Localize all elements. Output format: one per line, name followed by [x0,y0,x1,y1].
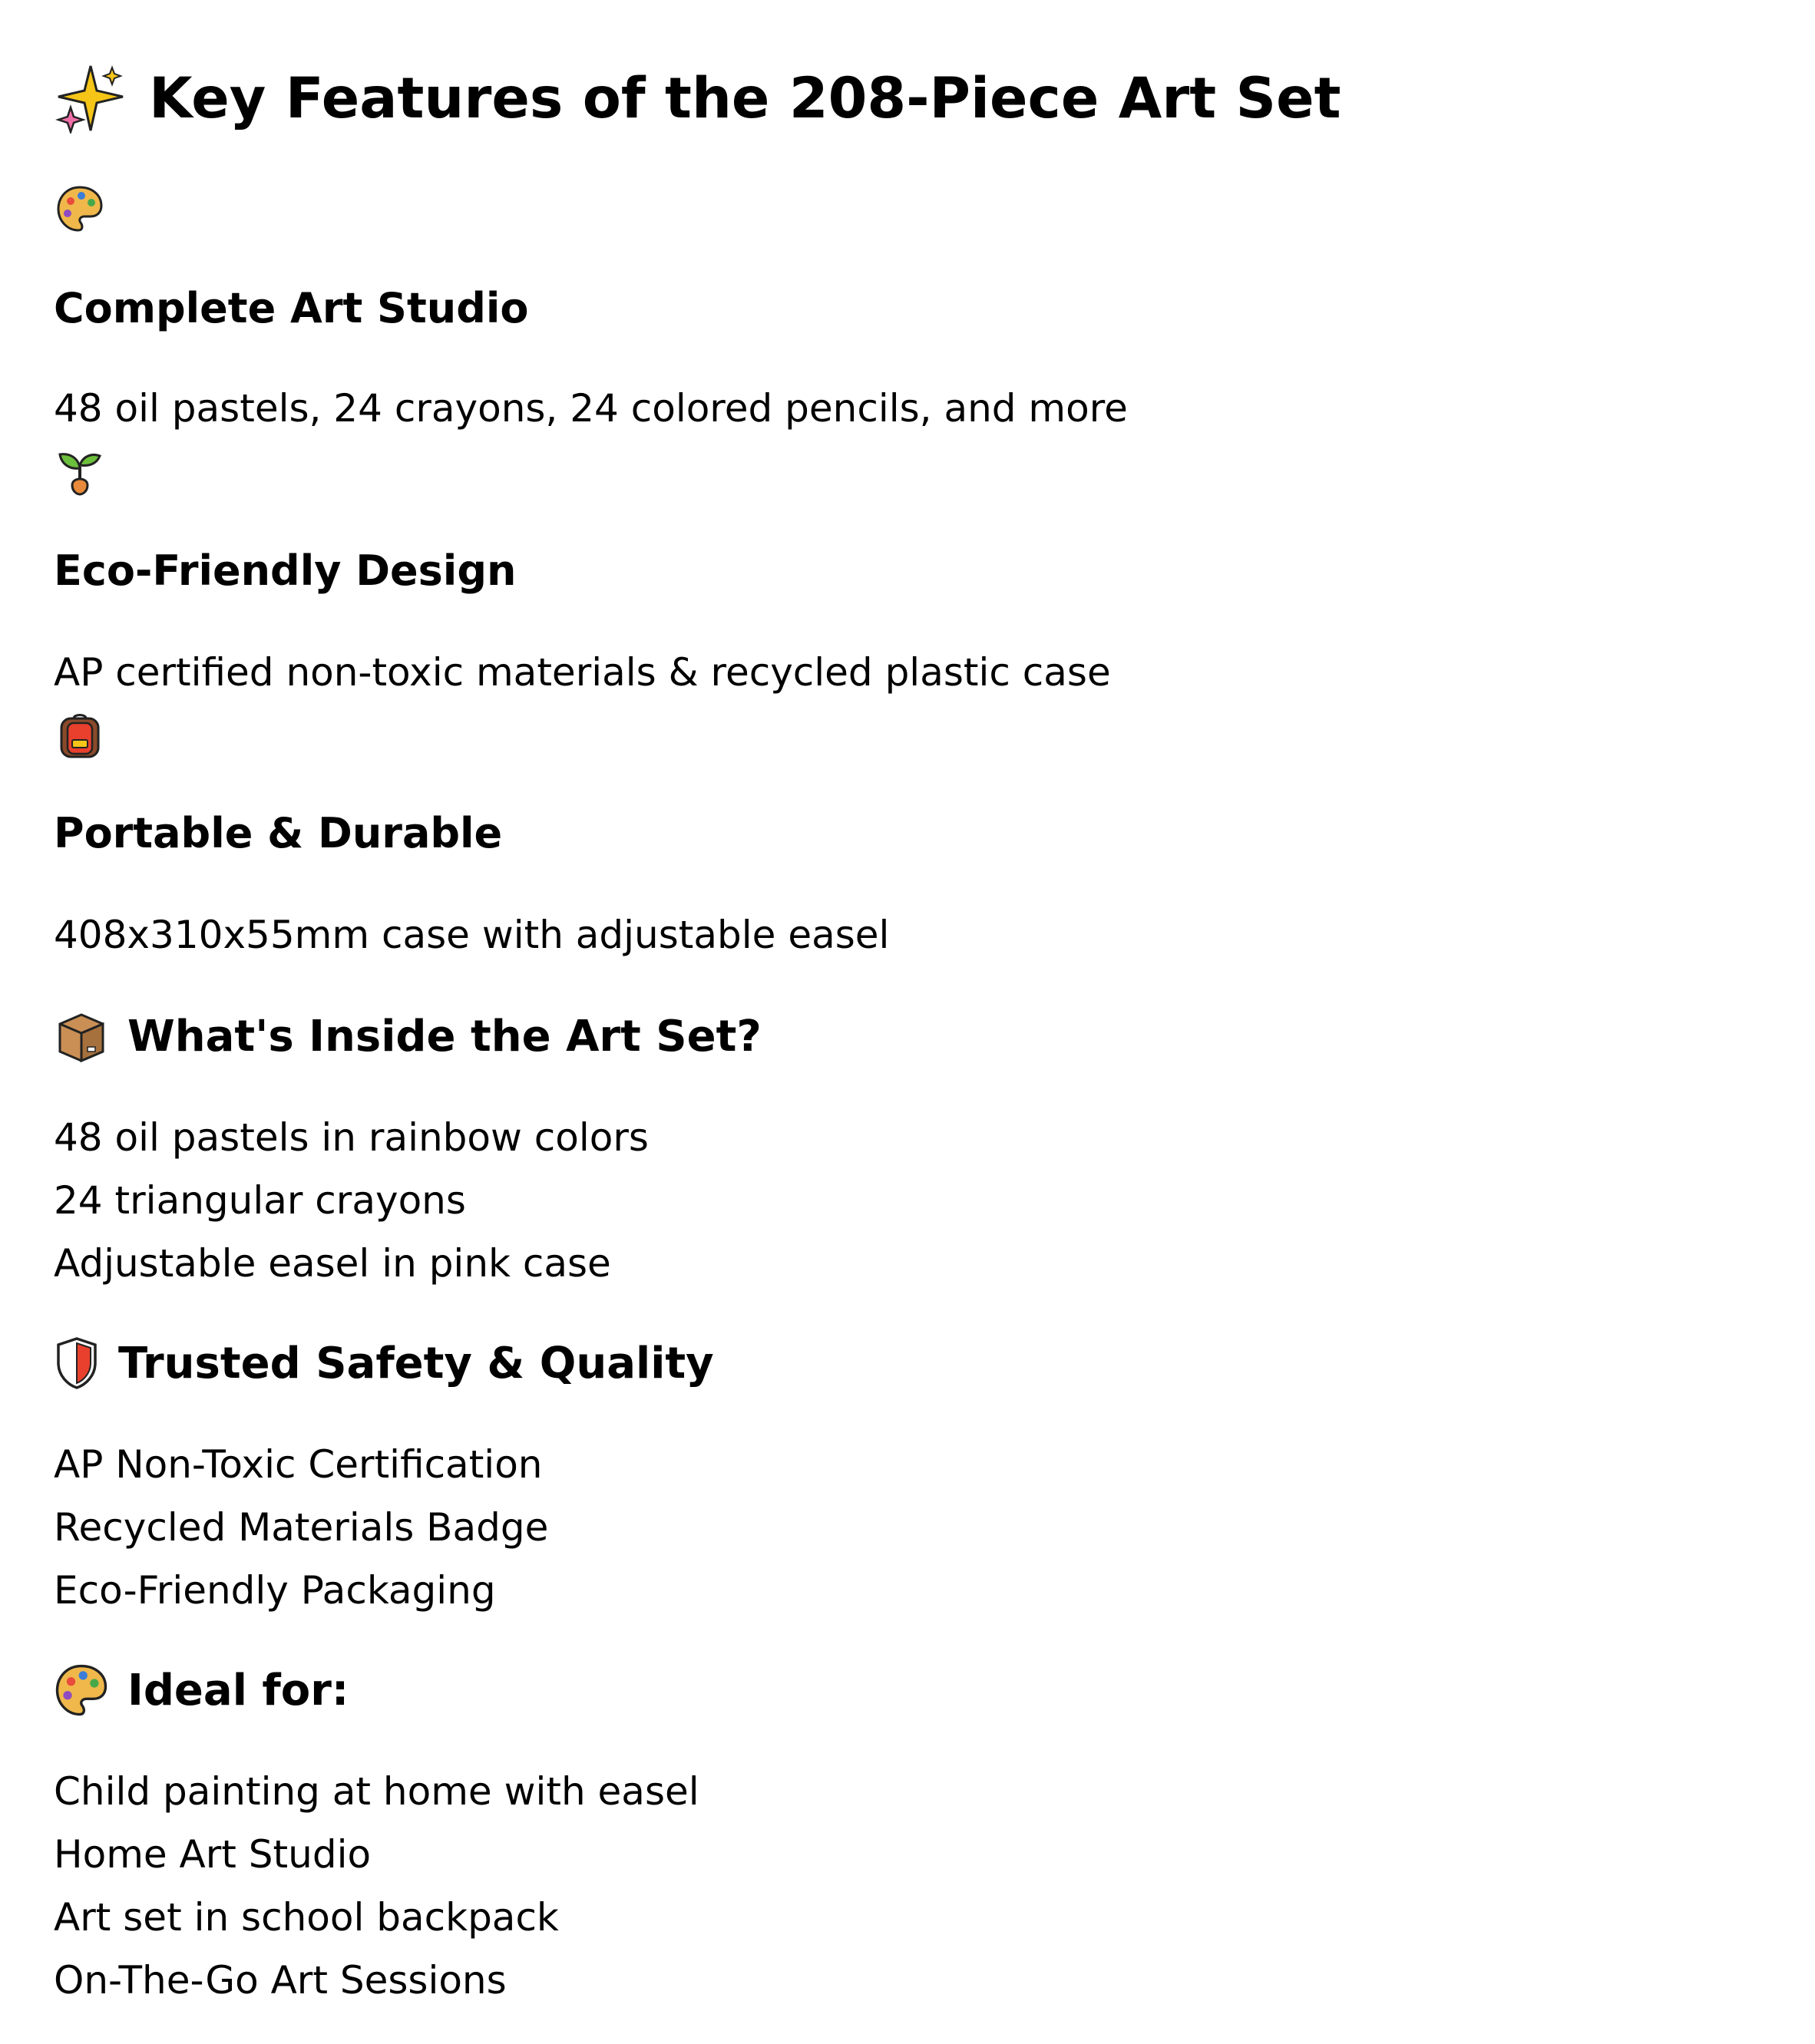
section-heading-trusted-safety [54,1332,714,1394]
list-item: AP Non-Toxic Certification [54,1442,543,1487]
list-item: 24 triangular crayons [54,1178,466,1223]
feature-description-complete-art-studio: 48 oil pastels, 24 crayons, 24 colored pencils, and more [54,386,1128,431]
list-item: Adjustable easel in pink case [54,1241,611,1286]
feature-description-eco-friendly-design: AP certified non-toxic materials & recycled plastic case [54,650,1111,695]
artist-palette-icon [54,1663,109,1718]
feature-heading-complete-art-studio: Complete Art Studio [54,283,529,332]
list-item: Art set in school backpack [54,1895,559,1940]
backpack-icon [55,711,104,760]
package-icon [54,1009,109,1064]
list-item: Recycled Materials Badge [54,1505,549,1550]
artist-palette-icon [55,184,104,233]
section-heading-trusted-safety-text: Trusted Safety & Quality [118,1338,714,1389]
list-item: 48 oil pastels in rainbow colors [54,1115,649,1160]
shield-icon [54,1336,100,1391]
feature-description-portable-durable: 408x310x55mm case with adjustable easel [54,913,890,957]
list-item: On-The-Go Art Sessions [54,1958,507,2003]
page-title-text: Key Features of the 208-Piece Art Set [149,65,1341,131]
list-item: Eco-Friendly Packaging [54,1568,496,1613]
list-item: Home Art Studio [54,1832,372,1877]
feature-heading-eco-friendly-design: Eco-Friendly Design [54,546,517,595]
list-item: Child painting at home with easel [54,1769,699,1814]
section-heading-ideal-for [54,1659,349,1721]
sparkles-icon [55,63,126,134]
section-heading-whats-inside-text: What's Inside the Art Set? [127,1011,762,1062]
page-title [55,60,1341,137]
feature-heading-portable-durable: Portable & Durable [54,808,503,857]
section-heading-ideal-for-text: Ideal for: [127,1665,349,1715]
section-heading-whats-inside [54,1005,762,1067]
seedling-icon [55,447,104,496]
